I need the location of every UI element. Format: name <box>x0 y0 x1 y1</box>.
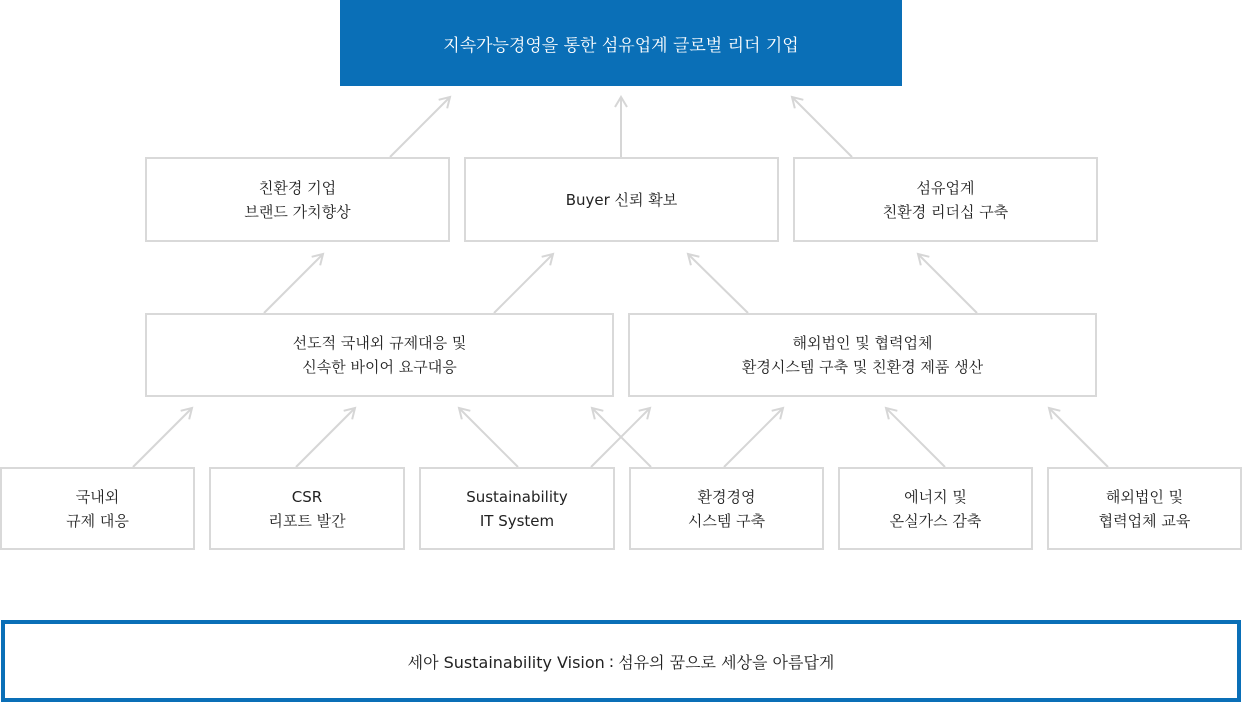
arrow-partner-to-envsystem <box>1049 408 1108 467</box>
arrow-energy-to-envsystem <box>886 408 945 467</box>
brand-value-line-2: 브랜드 가치향상 <box>244 202 351 221</box>
env-system-line-2: 환경시스템 구축 및 친환경 제품 생산 <box>741 358 984 376</box>
partner-education-line-1: 해외법인 및 <box>1105 487 1184 506</box>
partner-education-box <box>1047 467 1242 550</box>
env-system-line-1: 해외법인 및 협력업체 <box>792 334 933 352</box>
arrow-csr-to-regulation <box>296 408 355 467</box>
env-system-box <box>628 313 1097 397</box>
csr-report-line-1: CSR <box>291 487 323 506</box>
arrow-brand-to-goal <box>390 97 450 157</box>
arrow-domestic-to-regulation <box>133 408 192 467</box>
domestic-regulation-line-1: 국내외 <box>75 487 120 506</box>
vision-separator: : <box>608 651 615 671</box>
it-system-line-2: IT System <box>479 511 555 530</box>
energy-reduction-box <box>838 467 1033 550</box>
brand-value-box <box>145 157 450 242</box>
energy-reduction-line-2: 온실가스 감축 <box>889 511 982 530</box>
vision-box <box>1 620 1241 702</box>
arrow-envsystem-to-leadership <box>918 254 977 313</box>
arrow-leadership-to-goal <box>792 97 852 157</box>
domestic-regulation-line-2: 규제 대응 <box>66 511 129 530</box>
brand-value-line-1: 친환경 기업 <box>258 178 337 197</box>
it-system-line-1: Sustainability <box>466 487 568 506</box>
arrow-regulation-to-brand <box>264 254 323 313</box>
csr-report-box <box>209 467 405 550</box>
it-system-box <box>419 467 615 550</box>
eco-leadership-line-1: 섬유업계 <box>916 178 975 197</box>
eco-leadership-box <box>793 157 1098 242</box>
csr-report-line-2: 리포트 발간 <box>268 511 346 530</box>
buyer-trust-line-1: Buyer 신뢰 확보 <box>565 190 678 209</box>
domestic-regulation-box <box>0 467 195 550</box>
buyer-trust-box <box>464 157 779 242</box>
goal-box <box>340 0 902 86</box>
regulation-response-box <box>145 313 614 397</box>
partner-education-line-2: 협력업체 교육 <box>1098 511 1191 530</box>
arrow-envsystem-to-buyer <box>688 254 748 313</box>
arrow-itsystem-to-regulation <box>459 408 518 467</box>
vision-prefix: 세아 Sustainability Vision <box>407 652 605 672</box>
regulation-response-line-1: 선도적 국내외 규제대응 및 <box>292 334 467 352</box>
regulation-response-line-2: 신속한 바이어 요구대응 <box>302 358 457 376</box>
env-management-box <box>629 467 824 550</box>
goal-text: 지속가능경영을 통한 섬유업계 글로벌 리더 기업 <box>443 35 799 56</box>
env-management-line-1: 환경경영 <box>697 487 756 506</box>
eco-leadership-line-2: 친환경 리더십 구축 <box>882 202 1009 221</box>
vision-text: 섬유의 꿈으로 세상을 아름답게 <box>618 652 835 672</box>
env-management-line-2: 시스템 구축 <box>687 511 766 530</box>
arrow-envmanagement-to-envsystem <box>724 408 783 467</box>
arrow-regulation-to-buyer <box>494 254 553 313</box>
energy-reduction-line-1: 에너지 및 <box>904 487 967 506</box>
